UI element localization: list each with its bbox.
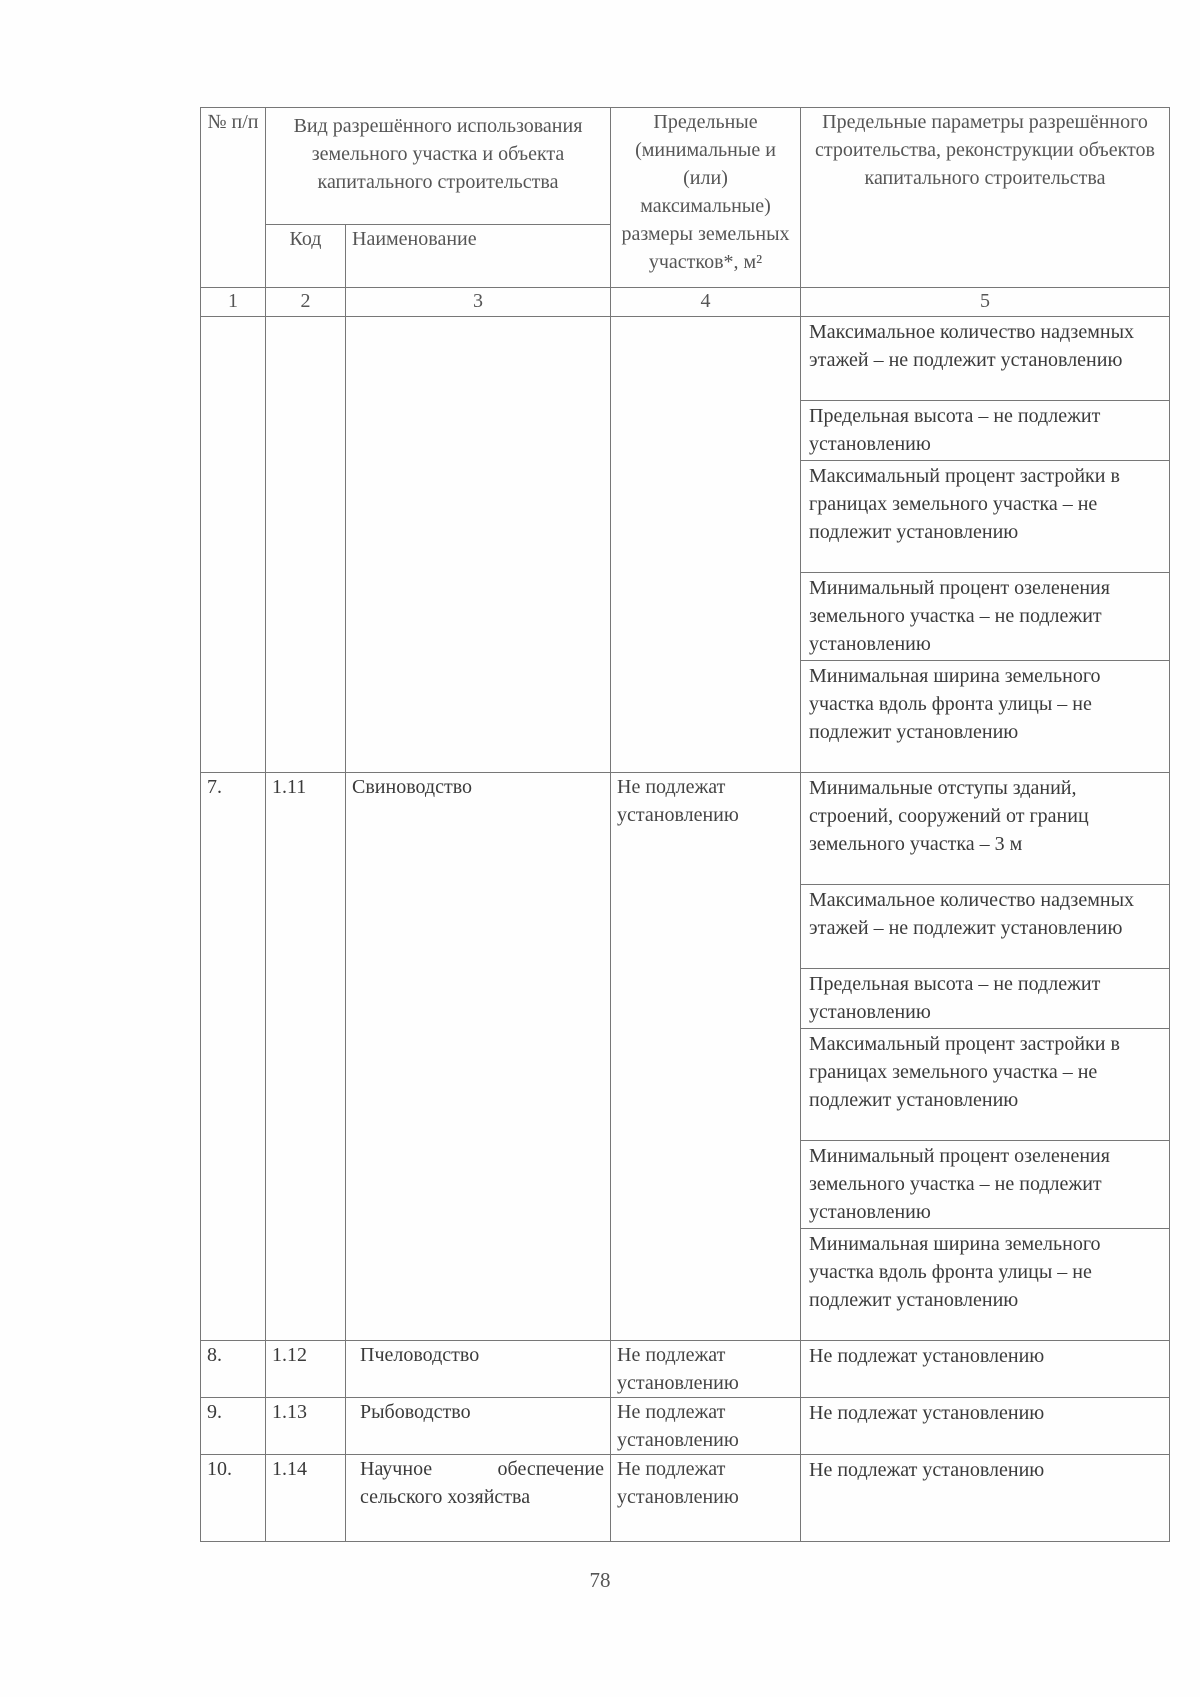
- column-number: 5: [801, 288, 1170, 317]
- header-num: № п/п: [201, 108, 266, 288]
- column-number-row: [201, 288, 1170, 317]
- param-cell: Не подлежат установлению: [801, 1455, 1170, 1542]
- column-number: 3: [346, 288, 611, 317]
- column-number: 2: [266, 288, 346, 317]
- row-number: 9.: [201, 1398, 266, 1455]
- row-code: 1.11: [266, 773, 346, 1341]
- param-cell: Предельная высота – не подлежит установлению: [801, 401, 1170, 461]
- column-number: 4: [611, 288, 801, 317]
- cell-empty: [346, 317, 611, 773]
- row-name-line: сельского хозяйства: [360, 1486, 531, 1508]
- table-header-row: [201, 108, 1170, 225]
- cell-empty: [201, 317, 266, 773]
- land-use-table: [200, 107, 1170, 1542]
- cell-empty: [266, 317, 346, 773]
- table-row: [201, 773, 1170, 885]
- header-vid-group: Вид разрешённого использования земельного участка и объекта капитального строительства: [266, 108, 611, 225]
- param-cell: Минимальные отступы зданий, строений, сооружений от границ земельного участка – 3 м: [801, 773, 1170, 885]
- header-sizes: Предельные (минимальные и (или) максимальные) размеры земельных участков*, м²: [611, 108, 801, 288]
- param-cell: Минимальный процент озеленения земельного участка – не подлежит установлению: [801, 573, 1170, 661]
- row-name: Рыбоводство: [346, 1398, 611, 1455]
- column-number: 1: [201, 288, 266, 317]
- param-cell: Минимальная ширина земельного участка вдоль фронта улицы – не подлежит установлению: [801, 1229, 1170, 1341]
- table-row-continuation: [201, 317, 1170, 401]
- row-code: 1.12: [266, 1341, 346, 1398]
- header-name: Наименование: [346, 225, 611, 288]
- row-number: 7.: [201, 773, 266, 1341]
- param-cell: Максимальный процент застройки в границах земельного участка – не подлежит установлению: [801, 461, 1170, 573]
- row-number: 8.: [201, 1341, 266, 1398]
- param-cell: Максимальный процент застройки в границах земельного участка – не подлежит установлению: [801, 1029, 1170, 1141]
- param-cell: Минимальный процент озеленения земельного участка – не подлежит установлению: [801, 1141, 1170, 1229]
- row-sizes: Не подлежат установлению: [611, 1455, 801, 1542]
- row-name-line: Научное обеспечение: [360, 1458, 604, 1480]
- table-row: [201, 1341, 1170, 1398]
- row-number: 10.: [201, 1455, 266, 1542]
- row-code: 1.14: [266, 1455, 346, 1542]
- row-name: Свиноводство: [346, 773, 611, 1341]
- page-number: 78: [589, 1568, 611, 1592]
- param-cell: Предельная высота – не подлежит установлению: [801, 969, 1170, 1029]
- row-sizes: Не подлежат установлению: [611, 1398, 801, 1455]
- param-cell: Максимальное количество надземных этажей – не подлежит установлению: [801, 885, 1170, 969]
- param-cell: Минимальная ширина земельного участка вдоль фронта улицы – не подлежит установлению: [801, 661, 1170, 773]
- row-code: 1.13: [266, 1398, 346, 1455]
- row-sizes: Не подлежат установлению: [611, 1341, 801, 1398]
- row-sizes: Не подлежат установлению: [611, 773, 801, 1341]
- header-params: Предельные параметры разрешённого строительства, реконструкции объектов капитального строительства: [801, 108, 1170, 288]
- row-name: [346, 1455, 611, 1542]
- param-cell: Не подлежат установлению: [801, 1341, 1170, 1398]
- header-kod: Код: [266, 225, 346, 288]
- param-cell: Максимальное количество надземных этажей – не подлежит установлению: [801, 317, 1170, 401]
- table-row: [201, 1455, 1170, 1542]
- table-row: [201, 1398, 1170, 1455]
- param-cell: Не подлежат установлению: [801, 1398, 1170, 1455]
- cell-empty: [611, 317, 801, 773]
- row-name: Пчеловодство: [346, 1341, 611, 1398]
